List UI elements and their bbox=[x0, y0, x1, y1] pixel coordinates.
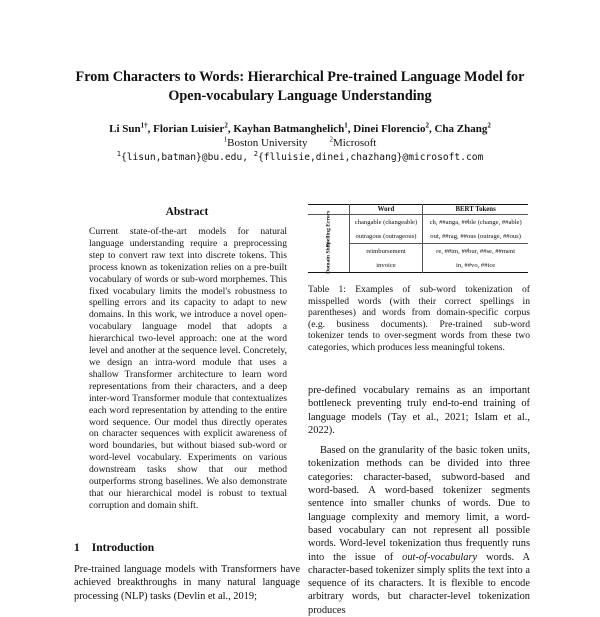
abstract-text: Current state-of-the-art models for natural language understanding require a preprocessing step to convert raw text into discrete tokens. This process known as tokenization relies on a pre-built vocabulary of words or sub-word morphemes. This fixed vocabulary limits the model's robustness to spelling errors and its capacity to adapt to new domains. In this work, we introduce a novel open-vocabulary language model that adopts a hierarchical two-level approach: one at the word level and another at the sequence level. Concretely, we design an intra-word module that uses a shallow Transformer architecture to learn word representations from their characters, and a deep inter-word Transformer module that contextualizes each word representation by attending to the entire word sequence. Our model thus directly operates on character sequences with explicit awareness of word boundaries, but without biased sub-word or word-level vocabulary. Experiments on various downstream tasks show that our method outperforms strong baselines. We also demonstrate that our hierarchical model is robust to textual corruption and domain shift. bbox=[89, 226, 287, 511]
section-title: Introduction bbox=[91, 542, 155, 554]
table-cell-tokens: in, ##vo, ##ice bbox=[456, 261, 496, 269]
email-group-1: {lisun,batman}@bu.edu, bbox=[120, 152, 254, 163]
section-heading-introduction bbox=[74, 542, 154, 554]
table-caption bbox=[308, 284, 530, 354]
author-emails bbox=[40, 151, 560, 164]
paper-title-line2: Open-vocabulary Language Understanding bbox=[168, 88, 432, 104]
paragraph-text: Based on the granularity of the basic token units, tokenization methods can be divided into three categories: character-based, subword-based and word-based. A word-based tokenizer segments sentence into smaller chunks of words. Due to language complexity and memory limit, a word-based vocabulary can not represent all possible words. Word-level tokenization thus frequently runs into the issue of bbox=[308, 445, 530, 563]
table-caption-text: Table 1: Examples of sub-word tokenization of misspelled words (with their correct spellings in parentheses) and words from domain-specific corpus (e.g. business documents). Pre-trained sub-word tokenizer tends to over-segment words from these two categories, which produces less meaningful tokens. bbox=[308, 284, 530, 353]
author-list: Li Sun$^{1\dagger}$, Florian Luisier$^2$, Kayhan Batmanghelich$^1$, Dinei Florencio$^2$, Cha Zhang$^2$ bbox=[109, 121, 491, 135]
table-cell-word: invoice bbox=[349, 258, 422, 273]
affiliations bbox=[40, 136, 560, 150]
table-header-row bbox=[308, 205, 528, 215]
table-header-bert: BERT Tokens bbox=[423, 205, 528, 215]
table-cell-word: changable (changeable) bbox=[349, 215, 422, 230]
table-header-word: Word bbox=[349, 205, 422, 215]
author-affil-mark: 1† bbox=[140, 121, 148, 130]
author-affil-mark: 2 bbox=[425, 121, 429, 130]
author-affil-mark: 2 bbox=[487, 121, 491, 130]
paragraph bbox=[308, 444, 530, 617]
paper-title bbox=[40, 68, 560, 106]
right-column-body bbox=[308, 384, 530, 617]
introduction-text: Pre-trained language models with Transformers have achieved breakthroughs in many natural language processing (NLP) tasks (Devlin et al., 2019; bbox=[74, 564, 300, 602]
table-cell-tokens: re, ##im, ##bur, ##se, ##ment bbox=[436, 247, 516, 255]
group-label-domain: Domain Shift bbox=[325, 241, 332, 274]
group-label-spelling: Spelling Errors bbox=[325, 210, 332, 248]
introduction-body bbox=[74, 563, 300, 603]
author-affil-mark: 2 bbox=[224, 121, 228, 130]
abstract-body bbox=[89, 226, 287, 512]
section-number: 1 bbox=[74, 542, 80, 554]
affiliation-2: Microsoft bbox=[332, 137, 377, 149]
tokenization-table bbox=[308, 204, 528, 273]
table-row bbox=[308, 244, 528, 259]
author-name: Kayhan Batmanghelich bbox=[233, 123, 345, 135]
email-mark: 1 bbox=[116, 149, 121, 158]
table-row bbox=[308, 215, 528, 230]
email-group-2: {flluisie,dinei,chazhang}@microsoft.com bbox=[258, 152, 484, 163]
paper-title-line1: From Characters to Words: Hierarchical Pre-trained Language Model for bbox=[75, 69, 525, 85]
paragraph-text: words. A character-based tokenizer simply splits the text into a sequence of its characters. It is flexible to encode arbitrary words, but character-level tokenization produces bbox=[308, 551, 530, 616]
author-affil-mark: 1 bbox=[344, 121, 348, 130]
table-cell-word: outragous (outrageous) bbox=[349, 229, 422, 244]
author-name: Dinei Florencio bbox=[353, 123, 426, 135]
table-cell-tokens: ch, ##anga, ##ble (change, ##able) bbox=[429, 218, 522, 226]
affil-mark: 1 bbox=[223, 135, 228, 144]
abstract-heading: Abstract bbox=[165, 206, 209, 218]
emphasis-term: out-of-vocabulary bbox=[402, 551, 478, 563]
author-name: Li Sun bbox=[109, 123, 141, 135]
table-cell-tokens: out, ##rag, ##ous (outrage, ##ous) bbox=[423, 229, 528, 244]
author-name: Cha Zhang bbox=[434, 123, 488, 135]
author-name: Florian Luisier bbox=[153, 123, 225, 135]
table-cell-word: reimbursement bbox=[349, 244, 422, 259]
affil-mark: 2 bbox=[329, 135, 333, 144]
paragraph: pre-defined vocabulary remains as an important bottleneck preventing truly end-to-end training of language models (Tay et al., 2021; Islam et al., 2022). bbox=[308, 385, 530, 436]
table-group-label bbox=[308, 241, 349, 274]
email-mark: 2 bbox=[253, 149, 259, 158]
affiliation-1: Boston University bbox=[227, 137, 308, 149]
